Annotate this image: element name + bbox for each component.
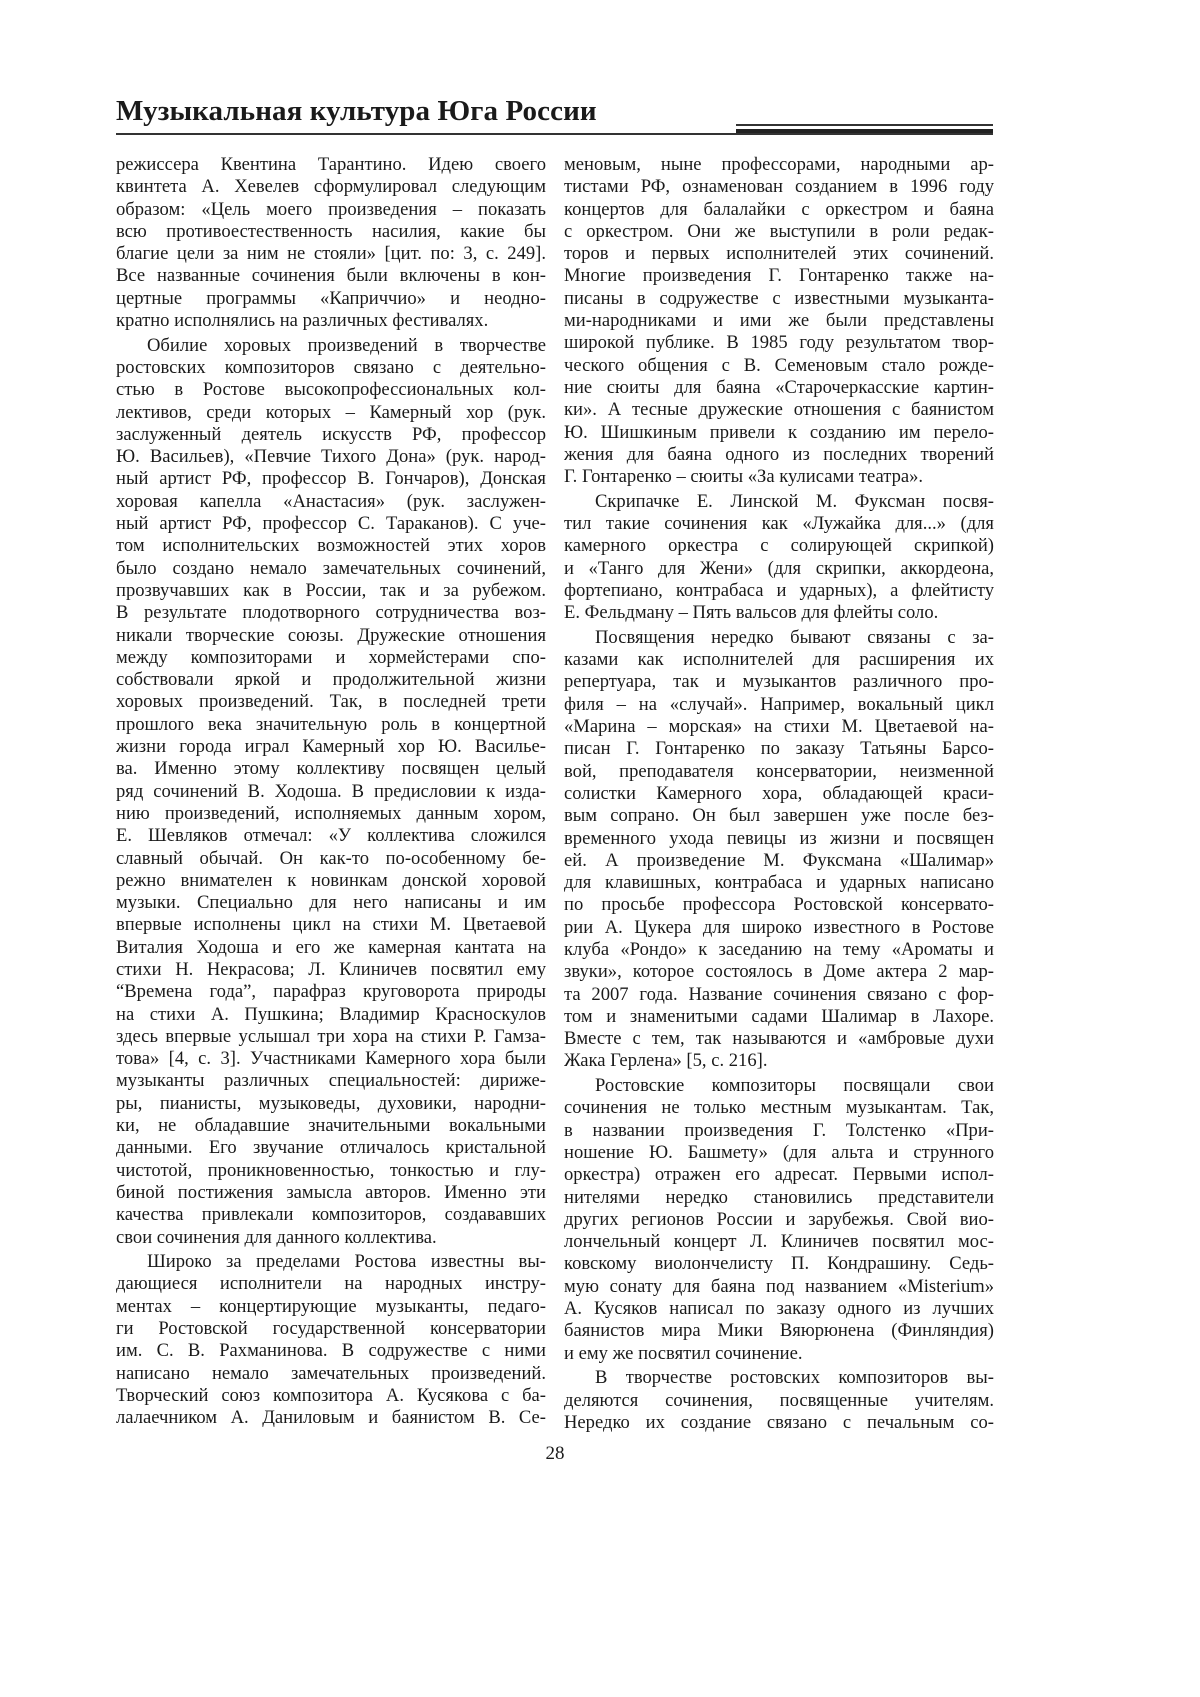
text-line: баянистов мира Мики Вяюрюнена (Финляндия) (564, 1320, 994, 1342)
page-number: 28 (545, 1443, 565, 1464)
text-line: ношение Ю. Башмету» (для альта и струнного (564, 1141, 994, 1163)
text-line: мую сонату для баяна под названием «Misterium» (564, 1275, 994, 1297)
text-line: ки, не обладавшие значительными вокальными (116, 1115, 546, 1137)
text-line: ряд сочинений В. Ходоша. В предисловии к изда- (116, 780, 546, 802)
text-line: филя – на «случай». Например, вокальный цикл (564, 693, 994, 715)
text-line: нию произведений, исполняемых данным хором, (116, 802, 546, 824)
paragraph (116, 335, 546, 1249)
text-line: деляются сочинения, посвященные учителям. (564, 1389, 994, 1411)
text-line: ры, пианисты, музыковеды, духовики, народни- (116, 1092, 546, 1114)
text-line: том исполнительских возможностей этих хоров (116, 535, 546, 557)
text-line: Посвящения нередко бывают связаны с за- (595, 626, 994, 648)
text-line: меновым, ныне профессорами, народными ар- (564, 154, 994, 175)
text-line: стихи Н. Некрасова; Л. Клиничев посвятил ему (116, 958, 546, 980)
text-line: никали творческие союзы. Дружеские отношения (116, 624, 546, 646)
text-line: вой, преподавателя консерватории, неизменной (564, 760, 994, 782)
text-line: по просьбе профессора Ростовской консервато- (564, 894, 994, 916)
text-line: ческого общения с В. Семеновым стало рожде- (564, 354, 994, 376)
left-column (116, 154, 546, 1430)
text-line: хоровых произведений. Так, в последней трети (116, 691, 546, 713)
text-line: ей. А произведение М. Фуксмана «Шалимар» (564, 849, 994, 871)
text-line: Е. Фельдману – Пять вальсов для флейты соло. (564, 602, 939, 624)
text-line: писан Г. Гонтаренко по заказу Татьяны Барсо- (564, 738, 994, 760)
text-line: им. С. В. Рахманинова. В содружестве с ними (116, 1340, 546, 1362)
header-rule (116, 133, 993, 135)
text-line: всю противоестественность насилия, какие бы (116, 220, 546, 242)
text-line: репертуара, так и музыкантов различного про- (564, 671, 994, 693)
text-line: А. Кусяков написал по заказу одного из лучших (564, 1298, 994, 1320)
text-line: стью в Ростове высокопрофессиональных кол- (116, 379, 546, 401)
text-line: заслуженный деятель искусств РФ, профессор (116, 423, 546, 445)
text-line: Многие произведения Г. Гонтаренко также на- (564, 265, 994, 287)
text-line: музыки. Специально для него написаны и им (116, 892, 546, 914)
text-line: “Времена года”, парафраз круговорота природы (116, 981, 546, 1003)
text-line: благие цели за ним не стояли» [цит. по: 3, с. 249]. (116, 243, 546, 265)
text-line: Ростовские композиторы посвящали свои (595, 1075, 994, 1097)
text-line: данными. Его звучание отличалось кристальной (116, 1137, 546, 1159)
text-line: «Марина – морская» на стихи М. Цветаевой на- (564, 716, 994, 738)
text-line: биной постижения замысла авторов. Именно эти (116, 1181, 546, 1203)
text-line: вым сопрано. Он был завершен уже после без- (564, 805, 994, 827)
text-line: квинтета А. Хевелев сформулировал следующим (116, 176, 546, 198)
text-line: В результате плодотворного сотрудничества воз- (116, 602, 546, 624)
text-line: ва. Именно этому коллективу посвящен целый (116, 758, 546, 780)
text-line: образом: «Цель моего произведения – показать (116, 198, 546, 220)
text-line: това» [4, с. 3]. Участниками Камерного хора были (116, 1048, 546, 1070)
text-line: ментах – концертирующие музыканты, педаго- (116, 1295, 546, 1317)
text-line: широкой публике. В 1985 году результатом твор- (564, 332, 994, 354)
text-line: Г. Гонтаренко – сюиты «За кулисами театра». (564, 466, 924, 488)
text-line: В творчестве ростовских композиторов вы- (595, 1367, 994, 1389)
text-line: режно внимателен к новинкам донской хоровой (116, 869, 546, 891)
text-line: временного ухода певицы из жизни и посвящен (564, 827, 994, 849)
text-line: Все названные сочинения были включены в кон- (116, 265, 546, 287)
right-column (564, 154, 994, 1434)
text-line: на стихи А. Пушкина; Владимир Красноскулов (116, 1003, 546, 1025)
text-line: ми-народниками и ими же были представлены (564, 310, 994, 332)
text-line: дающиеся исполнители на народных инстру- (116, 1273, 546, 1295)
text-line: и «Танго для Жени» (для скрипки, аккордеона, (564, 557, 994, 579)
running-header-title: Музыкальная культура Юга России (116, 95, 597, 127)
text-line: ковскому виолончелисту П. Кондрашину. Седь- (564, 1253, 994, 1275)
text-line: Широко за пределами Ростова известны вы- (147, 1251, 546, 1273)
text-line: в названии произведения Г. Толстенко «При- (564, 1119, 994, 1141)
text-line: ки». А тесные дружеские отношения с баянистом (564, 399, 994, 421)
text-line: звуки», которое состоялось в Доме актера 2 мар- (564, 961, 994, 983)
text-line: с оркестром. Они же выступили в роли редак- (564, 220, 994, 242)
text-line: оркестра) отражен его адресат. Первыми испол- (564, 1164, 994, 1186)
text-line: концертов для балалайки с оркестром и баяна (564, 198, 994, 220)
paragraph (564, 1075, 994, 1365)
text-line: хоровая капелла «Анастасия» (рук. заслужен- (116, 490, 546, 512)
text-line: нителями нередко становились представители (564, 1186, 994, 1208)
text-line: ние сюиты для баяна «Старочеркасские картин- (564, 376, 994, 398)
text-line: писаны в содружестве с известными музыканта- (564, 287, 994, 309)
text-line: Скрипачке Е. Линской М. Фуксман посвя- (595, 490, 994, 512)
paragraph (564, 154, 994, 488)
text-line: ный артист РФ, профессор С. Тараканов). С уче- (116, 513, 546, 535)
text-line: ростовских композиторов связано с деятельно- (116, 356, 546, 378)
text-line: торов и первых исполнителей этих сочинений. (564, 243, 994, 265)
text-line: камерного оркестра с солирующей скрипкой) (564, 535, 994, 557)
text-line: собствовали яркой и продолжительной жизни (116, 669, 546, 691)
text-line: сочинения не только местным музыкантам. Так, (564, 1097, 994, 1119)
text-line: клуба «Рондо» к заседанию на тему «Ароматы и (564, 938, 994, 960)
paragraph (564, 627, 994, 1073)
text-line: Виталия Ходоша и его же камерная кантата на (116, 936, 546, 958)
text-line: рии А. Цукера для широко известного в Ростове (564, 916, 994, 938)
text-line: впервые исполнены цикл на стихи М. Цветаевой (116, 914, 546, 936)
text-line: прошлого века значительную роль в концертной (116, 713, 546, 735)
text-line: свои сочинения для данного коллектива. (116, 1226, 437, 1248)
text-line: том и знаменитыми садами Шалимар в Лахоре. (564, 1005, 994, 1027)
paragraph (564, 491, 994, 625)
text-line: между композиторами и хормейстерами спо- (116, 646, 546, 668)
text-line: прозвучавших как в России, так и за рубежом. (116, 579, 546, 601)
text-line: Нередко их создание связано с печальным со- (564, 1411, 994, 1433)
paragraph (116, 154, 546, 332)
text-line: славный обычай. Он как-то по-особенному бе- (116, 847, 546, 869)
text-line: цертные программы «Каприччио» и неодно- (116, 287, 546, 309)
text-line: написано немало замечательных произведений. (116, 1362, 546, 1384)
text-line: Творческий союз композитора А. Кусякова с ба- (116, 1384, 546, 1406)
header-decorative-rule (736, 124, 993, 126)
text-line: та 2007 года. Название сочинения связано с фор- (564, 983, 994, 1005)
text-line: жизни города играл Камерный хор Ю. Василье- (116, 736, 546, 758)
text-line: чистотой, проникновенностью, тонкостью и глу- (116, 1159, 546, 1181)
text-line: качества привлекали композиторов, создававших (116, 1204, 546, 1226)
text-line: музыканты различных специальностей: дириже- (116, 1070, 546, 1092)
text-line: лективов, среди которых – Камерный хор (рук. (116, 401, 546, 423)
paragraph (564, 1367, 994, 1434)
text-line: ги Ростовской государственной консерватории (116, 1318, 546, 1340)
text-line: лалаечником А. Даниловым и баянистом В. Се- (116, 1407, 546, 1429)
text-line: режиссера Квентина Тарантино. Идею своего (116, 154, 546, 175)
text-line: лончельный концерт Л. Клиничев посвятил мос- (564, 1231, 994, 1253)
text-line: для клавишных, контрабаса и ударных написано (564, 872, 994, 894)
paragraph (116, 1251, 546, 1429)
text-line: ный артист РФ, профессор В. Гончаров), Донская (116, 468, 546, 490)
text-line: фортепиано, контрабаса и ударных), а флейтисту (564, 579, 994, 601)
text-line: тил такие сочинения как «Лужайка для...» (для (564, 513, 994, 535)
text-line: и ему же посвятил сочинение. (564, 1342, 803, 1364)
text-line: солистки Камерного хора, обладающей краси- (564, 782, 994, 804)
text-line: Ю. Шишкиным привели к созданию им перело- (564, 421, 994, 443)
text-line: Обилие хоровых произведений в творчестве (147, 334, 546, 356)
text-line: других регионов России и зарубежья. Свой вио- (564, 1208, 994, 1230)
text-line: здесь впервые услышал три хора на стихи Р. Гамза- (116, 1025, 546, 1047)
text-line: жения для баяна одного из последних творений (564, 443, 994, 465)
text-line: было создано немало замечательных сочинений, (116, 557, 546, 579)
text-line: Е. Шевляков отмечал: «У коллектива сложился (116, 825, 546, 847)
text-line: кратно исполнялись на различных фестивалях. (116, 310, 489, 332)
text-line: Ю. Васильев), «Певчие Тихого Дона» (рук. народ- (116, 446, 546, 468)
text-line: Жака Герлена» [5, с. 216]. (564, 1050, 768, 1072)
text-line: Вместе с тем, так называются и «амбровые духи (564, 1028, 994, 1050)
text-line: тистами РФ, ознаменован созданием в 1996 году (564, 176, 994, 198)
text-line: казами как исполнителей для расширения их (564, 649, 994, 671)
